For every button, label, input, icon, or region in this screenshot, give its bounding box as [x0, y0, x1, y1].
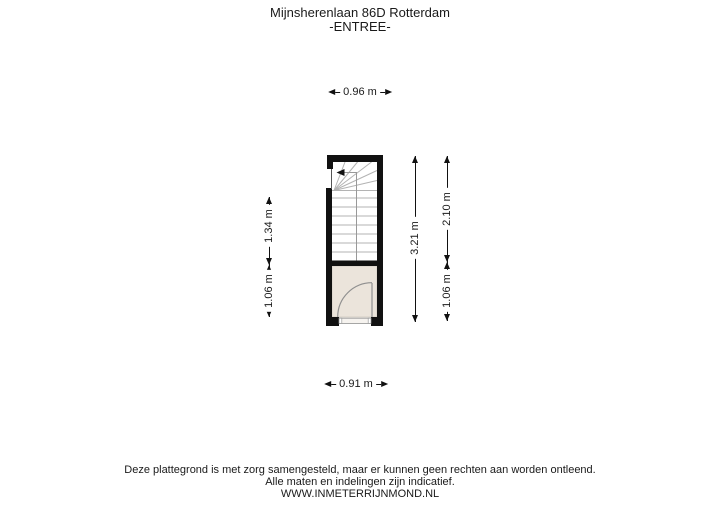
dim-arrow-down-icon: [444, 314, 450, 321]
stair-base-edge: [331, 261, 377, 267]
dim-arrow-down-icon: [266, 258, 272, 265]
dim-bottom-width: [324, 378, 388, 390]
dim-arrow-down-icon: [412, 315, 418, 322]
dim-arrow-up-icon: [266, 197, 272, 204]
dim-right-upper-label: 2.10 m: [439, 188, 455, 230]
dim-left-lower-label: 1.06 m: [261, 270, 277, 312]
header: [0, 6, 720, 34]
wall-bottom-right: [371, 317, 383, 326]
wall-bottom-left: [326, 317, 339, 326]
website-text: WWW.INMETERRIJNMOND.NL: [280, 488, 440, 500]
dim-arrow-left-icon: [324, 381, 331, 387]
dim-arrow-up-icon: [444, 156, 450, 163]
dim-bottom-width-label: 0.91 m: [339, 378, 373, 390]
dim-arrow-right-icon: [385, 89, 392, 95]
wall-left-stub: [327, 155, 333, 169]
dim-top-width: [328, 86, 392, 98]
dim-arrow-up-icon: [412, 156, 418, 163]
page-title: Mijnsherenlaan 86D Rotterdam: [270, 5, 450, 20]
door-jamb-right: [368, 318, 371, 323]
staircase: [332, 162, 377, 252]
footer: [0, 464, 720, 500]
dim-arrow-up-icon: [444, 262, 450, 269]
dim-arrow-left-icon: [328, 89, 335, 95]
floorplan-svg: [320, 148, 390, 332]
dim-left-upper-label: 1.34 m: [261, 205, 277, 247]
entrance-threshold: [339, 318, 371, 324]
wall-right: [377, 155, 383, 326]
wall-left: [326, 188, 332, 326]
wall-top: [329, 155, 383, 162]
disclaimer-line1: Deze plattegrond is met zorg samengesteld, maar er kunnen geen rechten aan worden ontleend.: [124, 464, 596, 476]
dim-top-width-label: 0.96 m: [343, 86, 377, 98]
dim-total-height-label: 3.21 m: [407, 217, 423, 259]
door-jamb-left: [339, 318, 342, 323]
disclaimer-line2: Alle maten en indelingen zijn indicatief.: [265, 476, 455, 488]
dim-right-lower-label: 1.06 m: [439, 270, 455, 312]
dim-arrow-right-icon: [381, 381, 388, 387]
dim-arrow-down-icon: [444, 255, 450, 262]
page-subtitle: -ENTREE-: [329, 19, 391, 34]
